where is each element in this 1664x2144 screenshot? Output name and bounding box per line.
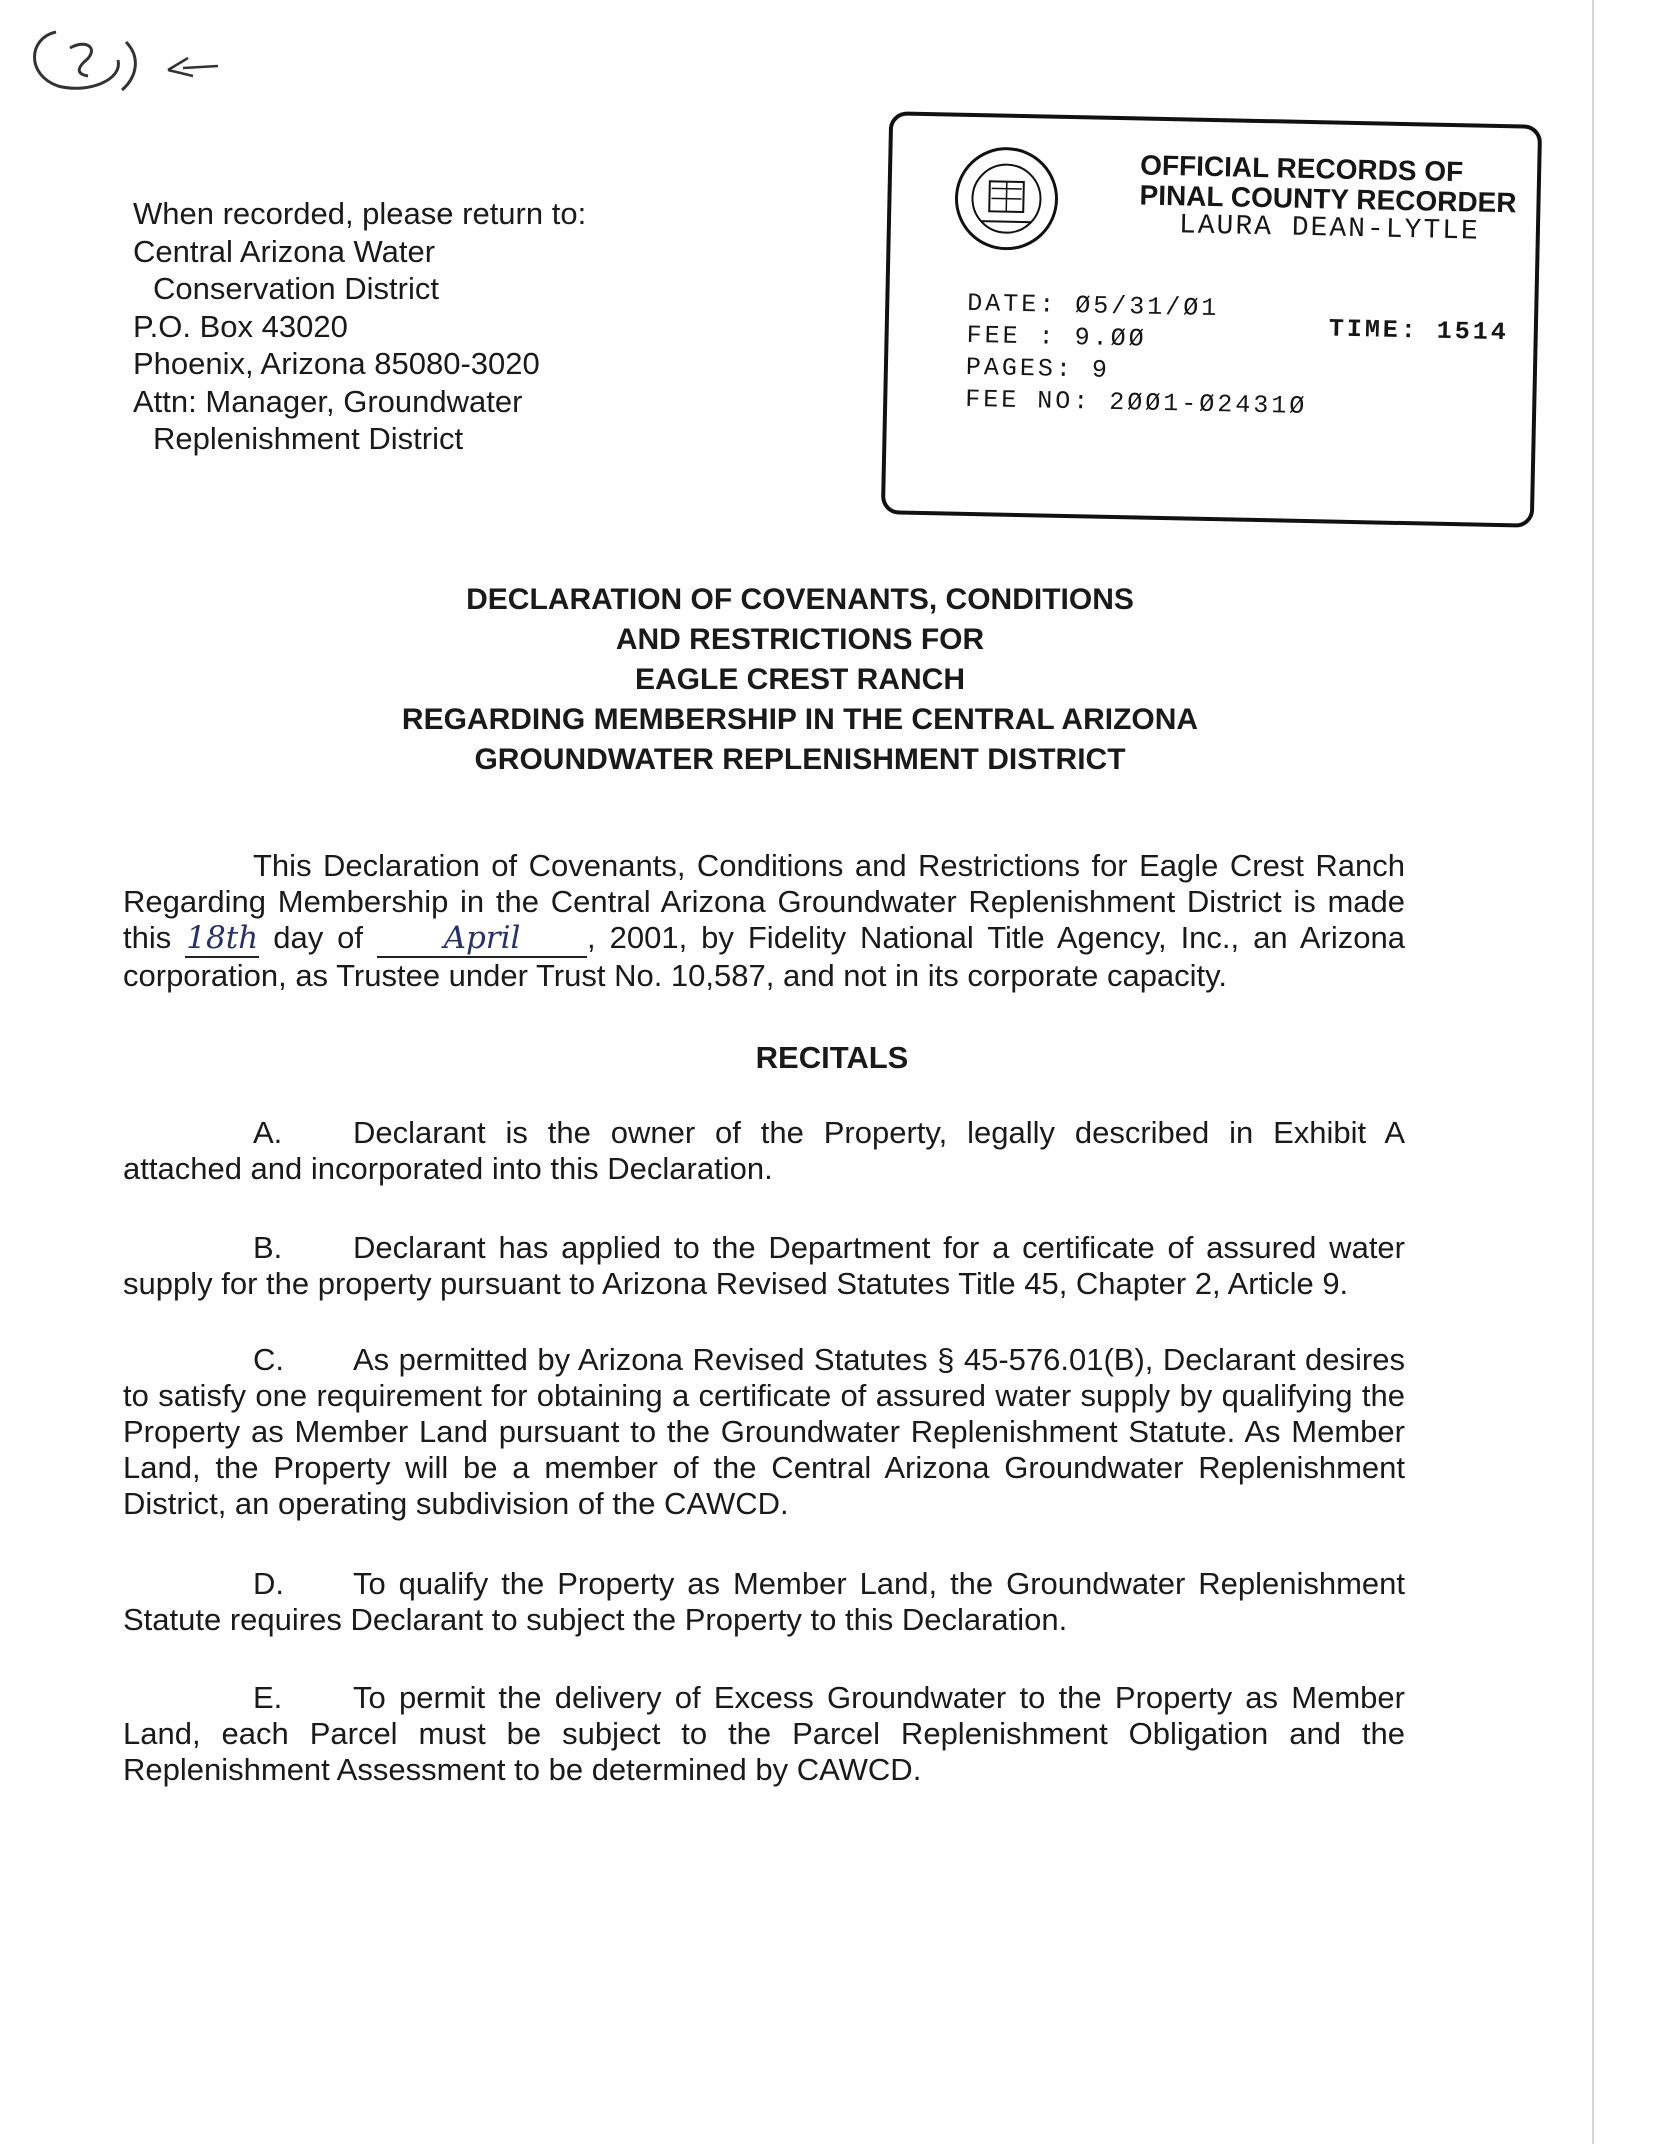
county-seal-icon bbox=[950, 143, 1062, 255]
recital-b bbox=[123, 1230, 1405, 1302]
recital-d bbox=[123, 1566, 1405, 1638]
recital-a bbox=[123, 1115, 1405, 1187]
stamp-fee: FEE : 9.ØØ bbox=[966, 320, 1147, 354]
recital-label: C. bbox=[253, 1342, 284, 1377]
recital-text: As permitted by Arizona Revised Statutes § 45-576.01(B), Declarant desires to satisfy one requirement for obtaining a certificate of assured water supply by qualifying the Property as Member Land pursuant to the Groundwater Replenishment Statute. As Member Land, the Property will be a member of the Central Arizona Groundwater Replenishment District, an operating subdivision of the CAWCD. bbox=[123, 1342, 1405, 1521]
return-address-line: Replenishment District bbox=[153, 421, 464, 456]
return-address-line: Central Arizona Water bbox=[133, 233, 436, 269]
stamp-fee-number: FEE NO: 2ØØ1-Ø2431Ø bbox=[964, 384, 1308, 422]
recorder-name: LAURA DEAN-LYTLE bbox=[1178, 210, 1481, 248]
handwritten-month: April bbox=[377, 920, 587, 958]
title-line: DECLARATION OF COVENANTS, CONDITIONS bbox=[466, 583, 1134, 616]
recital-c bbox=[123, 1342, 1405, 1522]
title-line: GROUNDWATER REPLENISHMENT DISTRICT bbox=[474, 743, 1126, 776]
recital-label: D. bbox=[253, 1566, 284, 1601]
recital-label: E. bbox=[253, 1680, 283, 1715]
intro-text: , 2001, by Fidelity National Title Agency, Inc., an Arizona corporation, as Trustee under Trust No. 10,587, and not in its corporate capacity. bbox=[123, 920, 1405, 993]
recital-text: Declarant has applied to the Department for a certificate of assured water supply for the property pursuant to Arizona Revised Statutes Title 45, Chapter 2, Article 9. bbox=[123, 1230, 1405, 1301]
stamp-heading bbox=[1139, 150, 1518, 248]
recital-text: To qualify the Property as Member Land, the Groundwater Replenishment Statute requires Declarant to subject the Property to this Declaration. bbox=[123, 1566, 1405, 1637]
return-address-line: Phoenix, Arizona 85080-3020 bbox=[133, 346, 540, 381]
title-line: EAGLE CREST RANCH bbox=[634, 663, 965, 696]
return-address-line: Conservation District bbox=[153, 271, 439, 306]
intro-paragraph bbox=[123, 848, 1405, 994]
intro-text: This Declaration of Covenants, Conditions and Restrictions for Eagle Crest Ranch Regarding Membership in the Central Arizona Groundwater Replenishment District is made this bbox=[123, 848, 1405, 955]
recital-text: Declarant is the owner of the Property, legally described in Exhibit A attached and incorporated into this Declaration. bbox=[123, 1115, 1405, 1186]
return-address-line: When recorded, please return to: bbox=[133, 196, 587, 231]
return-address-line: Attn: Manager, Groundwater bbox=[133, 383, 523, 419]
stamp-date: DATE: Ø5/31/Ø1 bbox=[966, 288, 1220, 324]
document-title bbox=[230, 580, 1370, 780]
stamp-line: OFFICIAL RECORDS OF bbox=[1139, 149, 1464, 188]
recital-text: To permit the delivery of Excess Groundwater to the Property as Member Land, each Parcel must be subject to the Parcel Replenishment Obligation and the Replenishment Assessment to be determined by CAWCD. bbox=[123, 1680, 1405, 1787]
recorder-stamp bbox=[881, 111, 1542, 528]
return-address-line: P.O. Box 43020 bbox=[133, 308, 348, 344]
recitals-heading: RECITALS bbox=[755, 1040, 909, 1075]
recital-label: A. bbox=[253, 1115, 283, 1150]
return-address bbox=[133, 195, 586, 458]
handwritten-day: 18th bbox=[186, 920, 259, 956]
intro-text: day of bbox=[273, 920, 364, 955]
stamp-time: TIME: 1514 bbox=[1328, 314, 1510, 348]
title-line: REGARDING MEMBERSHIP IN THE CENTRAL ARIZONA bbox=[401, 703, 1199, 736]
handwritten-page-mark bbox=[18, 20, 248, 100]
stamp-line: PINAL COUNTY RECORDER bbox=[1139, 179, 1517, 219]
recital-label: B. bbox=[253, 1230, 283, 1265]
scan-edge-line bbox=[1592, 0, 1594, 2144]
title-line: AND RESTRICTIONS FOR bbox=[615, 623, 985, 656]
recital-e bbox=[123, 1680, 1405, 1788]
stamp-pages: PAGES: 9 bbox=[965, 352, 1111, 385]
